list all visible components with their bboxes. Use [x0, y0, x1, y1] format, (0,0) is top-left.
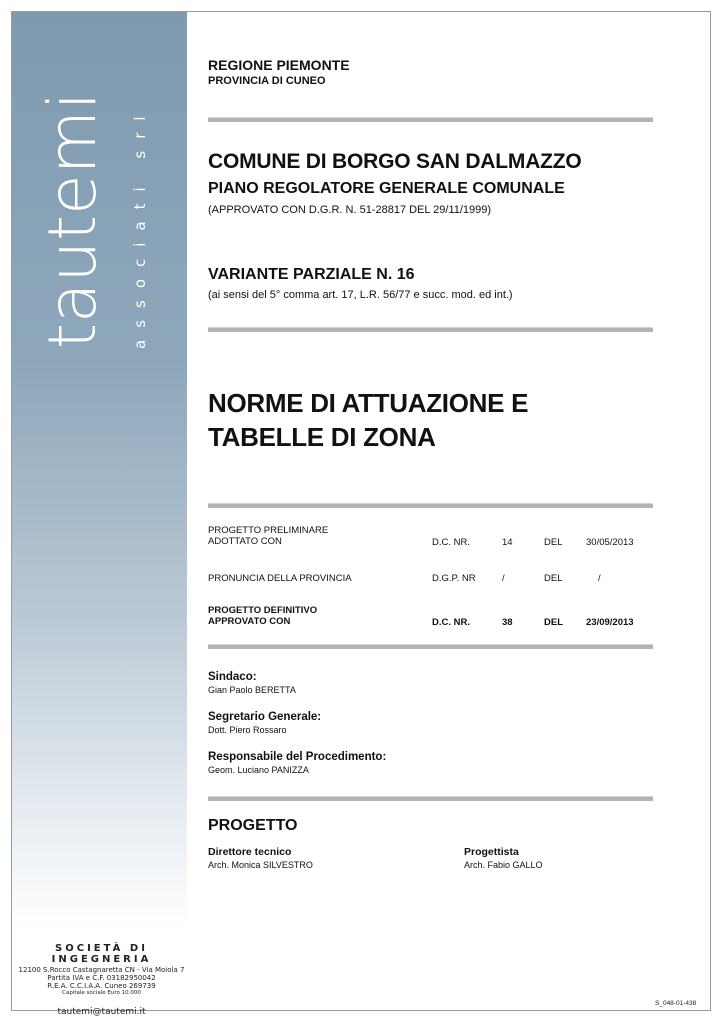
responsabile-block [208, 751, 386, 775]
approval-note: (APPROVATO CON D.G.R. N. 51-28817 DEL 29/11/1999) [208, 204, 492, 216]
row-date: 30/05/2013 [586, 537, 634, 548]
divider-bar-4 [208, 644, 653, 649]
company-address: 12100 S.Rocco Castagnaretta CN - Via Moiola 7 [18, 966, 185, 974]
variante-title: VARIANTE PARZIALE N. 16 [208, 266, 415, 283]
responsabile-role: Responsabile del Procedimento: [208, 751, 387, 763]
row-type: D.G.P. NR [432, 573, 476, 584]
row-label-line-1: PROGETTO DEFINITIVO [208, 605, 318, 616]
progettista-role: Progettista [464, 846, 519, 858]
segretario-name: Dott. Piero Rossaro [208, 725, 287, 735]
divider-bar-3 [208, 503, 653, 508]
divider-bar-2 [208, 327, 653, 332]
row-label-line-2: APPROVATO CON [208, 616, 291, 627]
segretario-role: Segretario Generale: [208, 711, 322, 723]
row-label: PRONUNCIA DELLA PROVINCIA [208, 573, 352, 584]
row-del: DEL [544, 573, 563, 584]
company-capital: Capitale sociale Euro 10.000 [62, 990, 141, 996]
company-society: SOCIETÀ DI INGEGNERIA [51, 943, 152, 965]
progettista-name: Arch. Fabio GALLO [464, 860, 543, 870]
direttore-role: Direttore tecnico [208, 846, 292, 858]
document-title-line-2: TABELLE DI ZONA [208, 422, 436, 452]
row-label-line-2: ADOTTATO CON [208, 536, 282, 547]
row-del: DEL [544, 617, 563, 628]
direttore-block [208, 846, 313, 870]
progettista-block [464, 846, 543, 870]
sindaco-block [208, 671, 296, 695]
logo-graphic [34, 77, 157, 357]
responsabile-name: Geom. Luciano PANIZZA [208, 765, 309, 775]
comune-title: COMUNE DI BORGO SAN DALMAZZO [208, 150, 582, 173]
row-number: 14 [502, 537, 513, 548]
row-number: / [502, 573, 505, 584]
segretario-block [208, 711, 321, 735]
company-logo [34, 77, 157, 357]
region-title: REGIONE PIEMONTE [208, 57, 350, 73]
logo-wordmark: tautemi [34, 91, 111, 349]
company-vat: Partita IVA e C.F. 03182950042 [47, 974, 156, 982]
row-label [208, 525, 328, 547]
company-email: tautemi@tautemi.it [57, 1007, 146, 1017]
document-title-line-1: NORME DI ATTUAZIONE E [208, 388, 529, 418]
row-date: 23/09/2013 [586, 617, 634, 628]
piano-title: PIANO REGOLATORE GENERALE COMUNALE [208, 180, 565, 197]
row-date: / [598, 573, 601, 584]
logo-subtext: associati srl [131, 104, 149, 349]
province-title: PROVINCIA DI CUNEO [208, 75, 326, 87]
company-rea: R.E.A. C.C.I.A.A. Cuneo 269739 [47, 982, 156, 990]
variante-note: (ai sensi del 5° comma art. 17, L.R. 56/77 e succ. mod. ed int.) [208, 289, 513, 301]
divider-bar-1 [208, 117, 653, 122]
progetto-heading: PROGETTO [208, 817, 298, 834]
row-type: D.C. NR. [432, 617, 470, 628]
sindaco-name: Gian Paolo BERETTA [208, 685, 296, 695]
row-label-line-1: PROGETTO PRELIMINARE [208, 525, 329, 536]
sidebar-band [12, 12, 187, 1010]
sindaco-role: Sindaco: [208, 671, 257, 683]
row-number: 38 [502, 617, 513, 628]
direttore-name: Arch. Monica SILVESTRO [208, 860, 313, 870]
row-del: DEL [544, 537, 563, 548]
document-code: S_048-01-438 [655, 1000, 697, 1007]
divider-bar-5 [208, 796, 653, 801]
document-title [208, 386, 528, 454]
company-info [14, 943, 189, 1017]
row-type: D.C. NR. [432, 537, 470, 548]
row-label [208, 605, 317, 627]
